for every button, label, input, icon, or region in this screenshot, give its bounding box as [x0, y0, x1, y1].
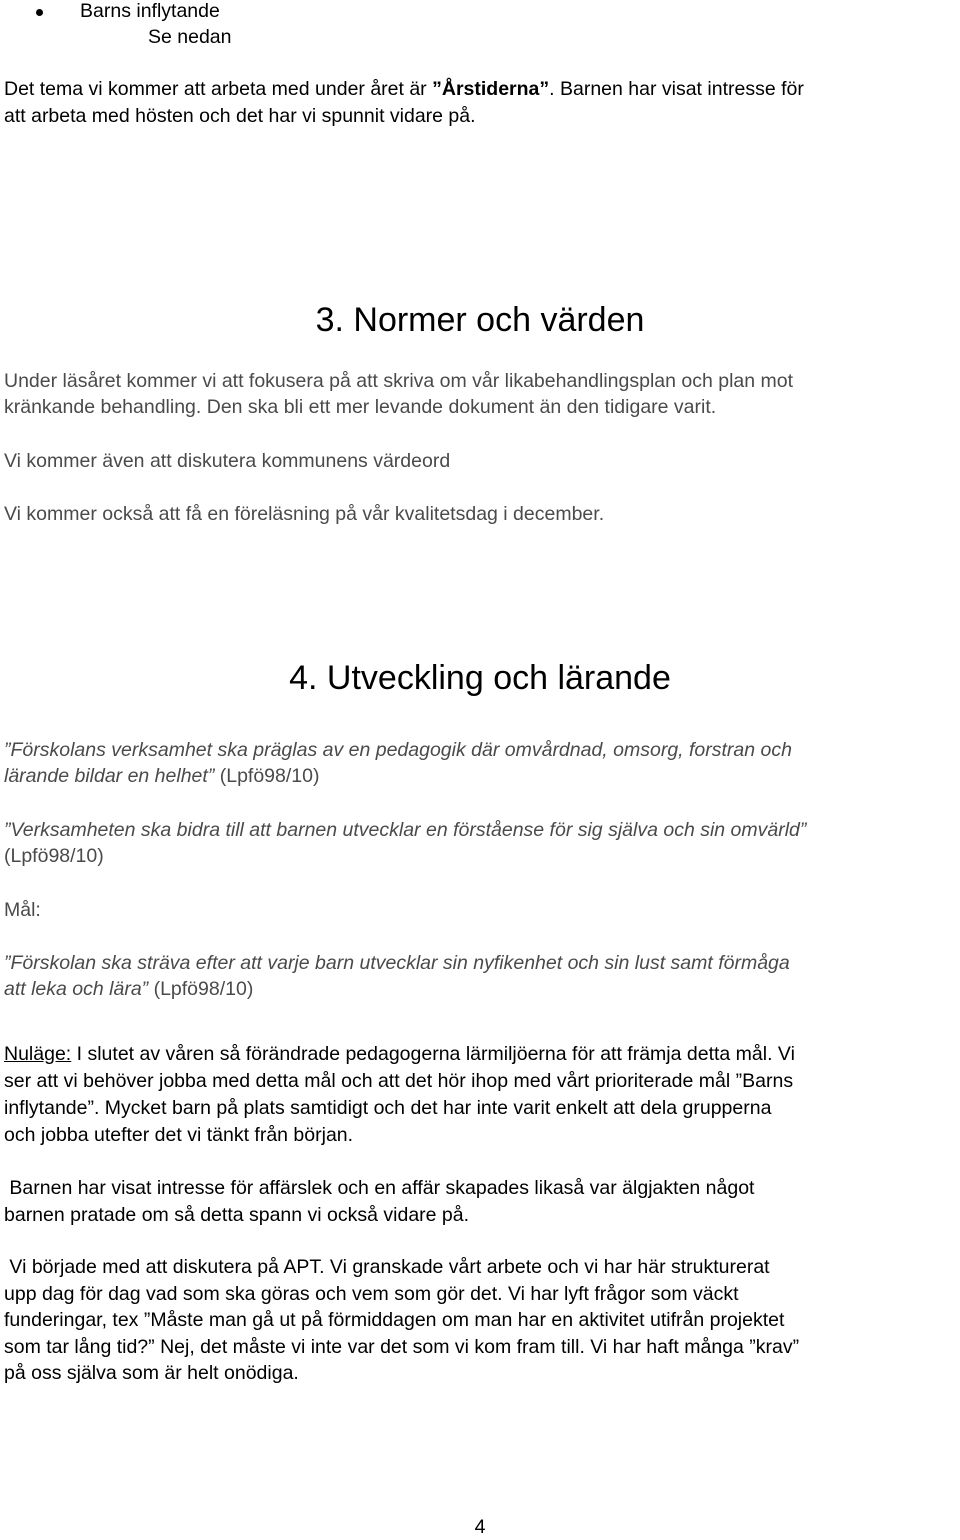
lecture-line: Vi kommer också att få en föreläsning på vår kvalitetsdag i december. [4, 503, 605, 525]
goal-line-2 [4, 976, 948, 1002]
quote-2-text: ”Verksamheten ska bidra till att barnen utvecklar en förståense för sig själva och sin omvärld” [4, 819, 807, 841]
intro-line-2: att arbeta med hösten och det har vi spunnit vidare på. [4, 105, 476, 127]
quote-1-text-end: lärande bildar en helhet” [4, 765, 220, 787]
bullet-icon [36, 9, 43, 16]
status-line-1 [4, 1041, 948, 1067]
shop-line-1: Barnen har visat intresse för affärslek och en affär skapades likaså var älgjakten något [4, 1177, 755, 1199]
section-3-para-line-1: Under läsåret kommer vi att fokusera på att skriva om vår likabehandlingsplan och plan mot [4, 370, 794, 392]
quote-1-reference: (Lpfö98/10) [219, 765, 320, 787]
shop-line-2: barnen pratade om så detta spann vi också vidare på. [4, 1204, 470, 1226]
quote-2-line-1 [4, 817, 948, 843]
intro-line-1 [4, 76, 948, 102]
status-text: I slutet av våren så förändrade pedagogerna lärmiljöerna för att främja detta mål. Vi [71, 1043, 795, 1065]
status-line-2: ser att vi behöver jobba med detta mål och att det hör ihop med vårt prioriterade mål ”Barns [4, 1070, 794, 1092]
section-4-heading: 4. Utveckling och lärande [289, 659, 671, 697]
apt-line-3: funderingar, tex ”Måste man gå ut på förmiddagen om man har en aktivitet utifrån projektet [4, 1309, 785, 1331]
intro-text-end: . Barnen har visat intresse för [549, 78, 804, 100]
bullet-subitem: Se nedan [148, 26, 232, 48]
goal-reference: (Lpfö98/10) [153, 978, 254, 1000]
goal-text-end: att leka och lära” [4, 978, 154, 1000]
quote-1-text: ”Förskolans verksamhet ska präglas av en pedagogik där omvårdnad, omsorg, forstran och [4, 739, 792, 761]
status-label: Nuläge: [4, 1043, 72, 1065]
apt-line-5: på oss själva som är helt onödiga. [4, 1362, 299, 1384]
goal-label: Mål: [4, 899, 41, 921]
status-line-4: och jobba utefter det vi tänkt från början. [4, 1124, 354, 1146]
goal-line-1 [4, 950, 948, 976]
quote-1-line-1 [4, 737, 948, 763]
quote-1-line-2 [4, 763, 948, 789]
apt-line-2: upp dag för dag vad som ska göras och vem som gör det. Vi har lyft frågor som väckt [4, 1283, 739, 1305]
apt-line-1: Vi började med att diskutera på APT. Vi granskade vårt arbete och vi har här strukturerat [4, 1256, 770, 1278]
section-3-heading: 3. Normer och värden [315, 301, 645, 339]
quote-2-reference: (Lpfö98/10) [4, 845, 104, 867]
status-line-3: inflytande”. Mycket barn på plats samtidigt och det har inte varit enkelt att dela grupperna [4, 1097, 772, 1119]
values-line: Vi kommer även att diskutera kommunens värdeord [4, 450, 451, 472]
bullet-item: Barns inflytande [80, 0, 220, 22]
goal-text: ”Förskolan ska sträva efter att varje barn utvecklar sin nyfikenhet och sin lust samt förmåga [4, 952, 790, 974]
intro-text: Det tema vi kommer att arbeta med under året är [4, 78, 433, 100]
apt-line-4: som tar lång tid?” Nej, det måste vi inte var det som vi kom fram till. Vi har haft många ”krav” [4, 1336, 800, 1358]
theme-name: ”Årstiderna” [432, 78, 550, 100]
page-number: 4 [474, 1516, 486, 1538]
section-3-para-line-2: kränkande behandling. Den ska bli ett mer levande dokument än den tidigare varit. [4, 396, 717, 418]
